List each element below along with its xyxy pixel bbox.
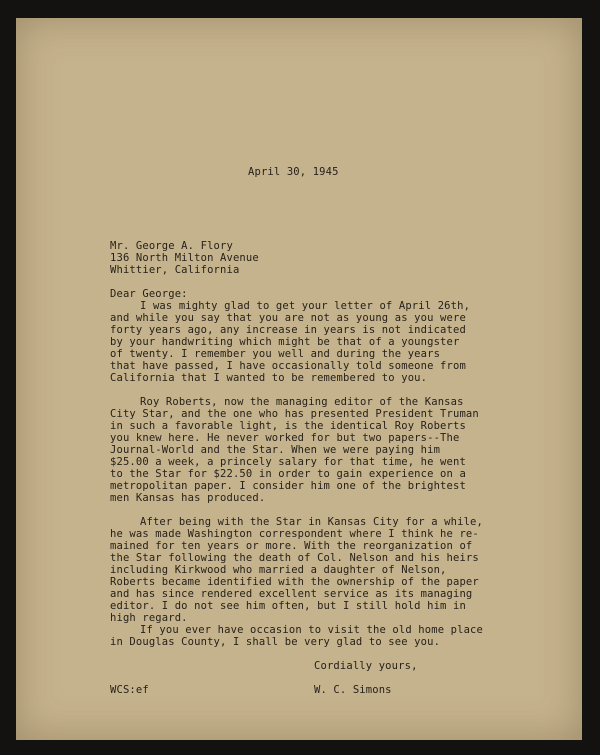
paragraph-line: Journal-World and the Star. When we were paying him	[110, 444, 441, 456]
paragraph-line: men Kansas has produced.	[110, 492, 266, 504]
paragraph-line: the Star following the death of Col. Nelson and his heirs	[110, 552, 479, 564]
paragraph-line: forty years ago, any increase in years is not indicated	[110, 324, 466, 336]
closing: Cordially yours,	[314, 660, 418, 672]
salutation: Dear George:	[110, 288, 188, 300]
paragraph-line: by your handwriting which might be that of a youngster	[110, 336, 460, 348]
paragraph-line: City Star, and the one who has presented President Truman	[110, 408, 479, 420]
paragraph-line: of twenty. I remember you well and during the years	[110, 348, 441, 360]
paragraph-line: California that I wanted to be remembered to you.	[110, 372, 428, 384]
paragraph-line: he was made Washington correspondent where I think he re-	[110, 528, 479, 540]
paragraph-line: After being with the Star in Kansas City for a while,	[140, 516, 483, 528]
paragraph-line: and while you say that you are not as young as you were	[110, 312, 466, 324]
paragraph-line: mained for ten years or more. With the reorganization of	[110, 540, 473, 552]
signature-name: W. C. Simons	[314, 684, 392, 696]
address-line: Mr. George A. Flory	[110, 240, 233, 252]
paragraph-line: Roy Roberts, now the managing editor of the Kansas	[140, 396, 464, 408]
paragraph-line: to the Star for $22.50 in order to gain experience on a	[110, 468, 466, 480]
paragraph-line: Roberts became identified with the ownership of the paper	[110, 576, 479, 588]
paragraph-line: in such a favorable light, is the identical Roy Roberts	[110, 420, 466, 432]
paragraph-line: If you ever have occasion to visit the old home place	[140, 624, 483, 636]
paragraph-line: I was mighty glad to get your letter of April 26th,	[140, 300, 471, 312]
paragraph-line: $25.00 a week, a princely salary for that time, he went	[110, 456, 466, 468]
paragraph-line: and has since rendered excellent service as its managing	[110, 588, 473, 600]
letter-date: April 30, 1945	[248, 166, 339, 178]
address-line: 136 North Milton Avenue	[110, 252, 259, 264]
paragraph-line: metropolitan paper. I consider him one of the brightest	[110, 480, 466, 492]
paragraph-line: including Kirkwood who married a daughter of Nelson,	[110, 564, 447, 576]
typist-initials: WCS:ef	[110, 684, 149, 696]
letter-page	[16, 18, 582, 740]
paragraph-line: editor. I do not see him often, but I still hold him in	[110, 600, 466, 612]
paragraph-line: that have passed, I have occasionally told someone from	[110, 360, 466, 372]
paragraph-line: you knew here. He never worked for but two papers--The	[110, 432, 460, 444]
paragraph-line: high regard.	[110, 612, 188, 624]
paragraph-line: in Douglas County, I shall be very glad to see you.	[110, 636, 441, 648]
address-line: Whittier, California	[110, 264, 240, 276]
